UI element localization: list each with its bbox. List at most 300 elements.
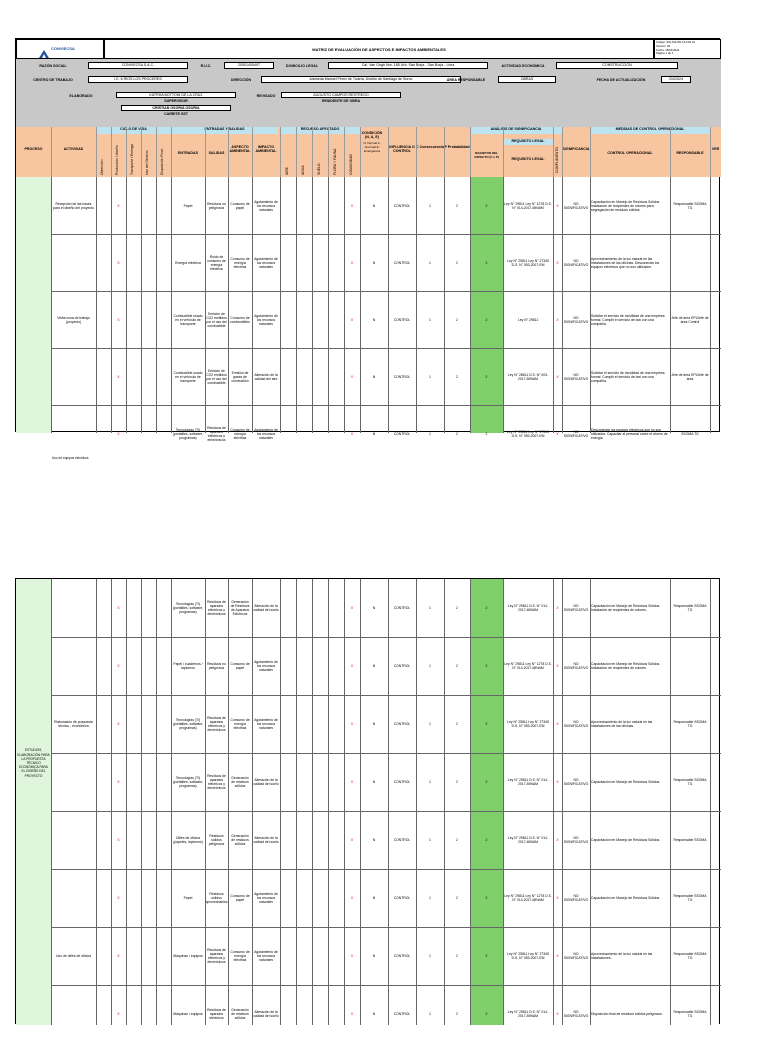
- row-divider: [51, 637, 721, 638]
- fecha-actualizacion-label: FECHA DE ACTUALIZACIÓN: [596, 78, 646, 82]
- condicion-cell: N: [372, 431, 376, 436]
- impacto-cell: Agotamiento de los recursos naturales: [254, 199, 278, 212]
- cumplimiento-mark: X: [556, 606, 559, 610]
- ciclo-mark: X: [117, 260, 120, 265]
- aspecto-cell: Consumo de combustibles: [230, 315, 250, 324]
- probabilidad-cell: 2: [456, 374, 458, 379]
- header-column-divider: [444, 127, 445, 177]
- column-divider: [590, 177, 591, 433]
- row-divider: [51, 869, 721, 870]
- document-code-box: [654, 39, 721, 59]
- magnitud-cell: 2: [485, 896, 488, 900]
- column-divider: [156, 177, 157, 433]
- col-consecuencia-header: C Consecuencia: [416, 145, 444, 149]
- recurso-mark: X: [350, 954, 354, 958]
- header-column-divider: [328, 127, 329, 177]
- significancia-cell: NO SIGNIFICATIVO: [563, 662, 589, 670]
- ciclo-mark: X: [117, 780, 120, 784]
- column-divider: [111, 177, 112, 433]
- column-divider: [470, 579, 471, 1025]
- consecuencia-cell: 1: [429, 780, 431, 784]
- ciclo-mark: X: [117, 374, 120, 379]
- entrada-cell: Papel: [183, 896, 193, 900]
- header-column-divider: [344, 127, 345, 177]
- analisis-significancia-header: ANÁLISIS DE SIGNIFICANCIA: [470, 127, 562, 134]
- probabilidad-cell: 2: [456, 838, 458, 842]
- ciclo-mark: X: [117, 954, 120, 958]
- requisito-legal-header: REQUISITO LEGAL: [503, 139, 553, 145]
- medidas-control-header: MEDIDAS DE CONTROL OPERACIONAL: [590, 127, 710, 134]
- probabilidad-cell: 2: [456, 606, 458, 610]
- aspecto-cell: Emisión de gases de combustión: [231, 370, 249, 383]
- impacto-cell: Alteración de la calidad del suelo: [253, 778, 279, 786]
- control-operacional-cell: Capacitación en Manejo de Residuos Sólidos.: [591, 896, 661, 900]
- influencia-cell: CONTROL: [393, 780, 411, 784]
- influencia-cell: CONTROL: [393, 838, 411, 842]
- cumplimiento-mark: X: [556, 203, 559, 208]
- column-divider: [171, 177, 172, 433]
- condicion-cell: N: [372, 664, 376, 668]
- aspecto-cell: Generación de Residuos de Aparatos Eléctricos: [230, 600, 250, 616]
- probabilidad-cell: 2: [456, 780, 458, 784]
- requisito-legal-cell: Ley N° 29811: [517, 317, 539, 322]
- responsable-cell: Responsable SSOMA TG: [673, 952, 707, 960]
- row-divider: [51, 291, 721, 292]
- aspecto-cell: Consumo de energía eléctrica: [230, 256, 250, 269]
- column-divider: [388, 579, 389, 1025]
- magnitud-cell: 2: [485, 780, 488, 784]
- consecuencia-cell: 1: [429, 664, 431, 668]
- row-divider: [51, 811, 721, 812]
- significancia-cell: NO SIGNIFICATIVO: [563, 429, 589, 438]
- control-operacional-cell: Capacitación en Manejo de Residuos Sólidos. Instalación de recipientes de colores.: [591, 662, 661, 670]
- column-divider: [51, 177, 52, 433]
- column-divider: [96, 579, 97, 1025]
- significancia-cell: NO SIGNIFICATIVO: [563, 952, 589, 960]
- column-divider: [205, 579, 206, 1025]
- salida-cell: Residuos de aparatos eléctricos y electrónicos: [207, 716, 226, 732]
- entrada-cell: Máquinas / equipos: [173, 954, 203, 958]
- elaborado-label: ELABORADO: [69, 94, 93, 98]
- header-column-divider: [312, 127, 313, 177]
- proceso-label: ESTUDIOS, ELABORACIÓN PARA LA PROPUESTA TÉCNICO ECONÓMICA PARA EL DISEÑO DEL PROYECTO: [17, 748, 50, 778]
- requisito-legal-cell: Ley N° 29811 Ley N° 27345 D.S. N° 053-2007-EM: [507, 952, 549, 960]
- column-divider: [710, 579, 711, 1025]
- razon-social-value: CONVIECSA S.A.C.: [88, 62, 188, 69]
- responsable-cell: Jefe de área EPI/Jefe de área Control: [671, 315, 709, 324]
- header-column-divider: [171, 127, 172, 177]
- requisito-legal-cell: Ley N° 29811 Ley N° 1278 D.S. N° 014-2017-MINAM: [504, 894, 552, 902]
- cumplimiento-mark: X: [556, 780, 559, 784]
- magnitud-cell: 2: [485, 838, 488, 842]
- requisito-legal-cell: Ley N° 29811 Ley N° 27345 D.S. N° 053-2007-EM: [507, 720, 549, 728]
- column-divider: [141, 579, 142, 1025]
- header-column-divider: [590, 127, 591, 177]
- actividad-value: CONSTRUCCIÓN: [556, 62, 678, 69]
- actividad-cell: Uso de útiles de oficina: [55, 954, 92, 958]
- area-responsable-value: OBRAS: [498, 76, 556, 83]
- magnitud-cell: 2: [485, 203, 488, 208]
- consecuencia-cell: 1: [429, 1012, 431, 1016]
- area-responsable-label: ÁREA RESPONSABLE: [446, 78, 486, 82]
- col-proceso-header: PROCESO: [24, 147, 43, 151]
- column-divider: [111, 579, 112, 1025]
- impacto-cell: Agotamiento de los recursos naturales: [254, 256, 278, 269]
- probabilidad-cell: 2: [456, 1012, 458, 1016]
- probabilidad-cell: 2: [456, 431, 458, 436]
- row-divider: [51, 695, 721, 696]
- condicion-cell: N: [372, 317, 376, 322]
- significancia-cell: NO SIGNIFICATIVO: [563, 836, 589, 844]
- centro-trabajo-value: I.E. 6 RÍOS LOS PROCERES: [88, 76, 188, 83]
- consecuencia-cell: 1: [429, 260, 431, 265]
- company-logo-icon: [39, 45, 49, 53]
- recurso-mark: X: [350, 260, 354, 265]
- control-operacional-cell: Capacitación en Manejo de Residuos Sólidos. Instalación de recipientes de colores para segregación de residuos sólidos.: [591, 199, 661, 212]
- revisado-label: REVISADO: [256, 94, 276, 98]
- header-column-divider: [416, 127, 417, 177]
- influencia-cell: CONTROL: [393, 664, 411, 668]
- ruc-label: R.U.C.: [200, 64, 212, 68]
- recurso-mark: X: [350, 838, 354, 842]
- salida-cell: Residuos sólidos peligrosos: [208, 834, 225, 846]
- responsable-cell: SSOMA TG: [681, 431, 699, 436]
- responsable-cell: [671, 234, 709, 291]
- influencia-cell: CONTROL: [393, 896, 411, 900]
- header-column-divider: [296, 127, 297, 177]
- condicion-cell: N: [372, 722, 376, 726]
- significancia-cell: NO SIGNIFICATIVO: [563, 258, 589, 267]
- matrix-sheet-page-2: [15, 578, 720, 1024]
- aspecto-cell: Consumo de papel: [230, 201, 250, 210]
- row-divider: [51, 234, 721, 235]
- row-divider: [51, 753, 721, 754]
- cumplimiento-subheader: CUMPLIMIENTO: [555, 147, 559, 173]
- condicion-cell: N: [372, 954, 376, 958]
- aspecto-cell: Consumo de energía eléctrica: [230, 718, 250, 730]
- condicion-cell: N: [372, 606, 376, 610]
- entrada-cell: Tecnologías (TI) (portátiles, software, programas): [172, 776, 204, 788]
- magnitud-cell: 2: [485, 260, 488, 265]
- impacto-cell: Alteración de la calidad del aire: [254, 372, 278, 381]
- header-column-divider: [710, 127, 711, 177]
- razon-social-label: RAZÓN SOCIAL: [39, 64, 67, 68]
- col-entradas-header: ENTRADAS: [178, 151, 198, 155]
- ciclo-subheader: Transporte / Entrega: [130, 144, 134, 175]
- control-operacional-cell: Aprovechamiento de la luz natural en las instalaciones de las oficinas. Desconectar los equipos eléctricos que no son utilizados.: [591, 256, 660, 269]
- column-divider: [470, 177, 471, 433]
- header-column-divider: [553, 127, 554, 177]
- column-divider: [171, 579, 172, 1025]
- control-operacional-cell: Capacitación en Manejo de Residuos Sólidos. Instalación de recipientes de colores.: [591, 604, 661, 612]
- aspecto-cell: Consumo de papel: [230, 894, 250, 902]
- col-impacto-header: IMPACTO AMBIENTAL: [255, 145, 277, 154]
- probabilidad-cell: 2: [456, 664, 458, 668]
- col-probabilidad-header: P Probabilidad: [444, 145, 470, 149]
- column-divider: [444, 177, 445, 433]
- condicion-cell: N: [372, 203, 376, 208]
- column-divider: [344, 579, 345, 1025]
- direccion-value: Alameda Manuel Perez de Tudela, Distrito de Santiago de Surco: [261, 76, 461, 83]
- col-ver-header: VER: [711, 147, 720, 151]
- magnitud-cell: 2: [485, 664, 488, 668]
- significancia-cell: NO SIGNIFICATIVO: [563, 720, 589, 728]
- recurso-mark: X: [350, 1012, 354, 1016]
- col-actividad-header: ACTIVIDAD: [63, 147, 84, 151]
- significancia-cell: NO SIGNIFICATIVO: [563, 1010, 589, 1018]
- recurso-mark: X: [350, 664, 354, 668]
- actividad-cell: Elaboración de propuesta técnico - económica: [54, 720, 93, 728]
- header-column-divider: [670, 127, 671, 177]
- row-divider: [51, 348, 721, 349]
- cumplimiento-mark: X: [556, 954, 559, 958]
- impacto-cell: Agotamiento de los recursos naturales: [254, 660, 278, 672]
- fecha-actualizacion-value: 2/4/2024: [661, 76, 691, 83]
- responsable-cell: Responsable SSOMA: [673, 838, 707, 842]
- col-influencia-header: INFLUENCIA O CONTROL: [389, 145, 415, 154]
- column-divider: [710, 177, 711, 433]
- influencia-cell: CONTROL: [393, 722, 411, 726]
- consecuencia-cell: 1: [429, 606, 431, 610]
- domicilio-value: Cal. Van Gogh Nro. 185 Urb. San Borja - San Borja - Lima: [328, 62, 488, 69]
- aspecto-cell: Generación de residuos sólidos: [231, 776, 249, 788]
- document-code-line-4: Página 1 de 1: [656, 51, 674, 56]
- recurso-subheader: AGUA: [301, 165, 305, 175]
- influencia-cell: CONTROL: [393, 954, 411, 958]
- influencia-cell: CONTROL: [393, 317, 411, 322]
- salida-cell: Residuos de aparatos eléctricos y electrónicos: [207, 425, 226, 442]
- condicion-cell: N: [372, 374, 376, 379]
- col-salidas-header: SALIDAS: [208, 151, 225, 155]
- ciclo-mark: X: [117, 203, 120, 208]
- condicion-cell: N: [372, 260, 376, 265]
- significancia-cell: NO SIGNIFICATIVO: [563, 201, 589, 210]
- magnitud-cell: 2: [485, 374, 488, 379]
- row-divider: [51, 927, 721, 928]
- column-divider: [670, 177, 671, 433]
- entrada-cell: Combustible usado en el vehículo de transporte: [173, 313, 203, 326]
- influencia-cell: CONTROL: [393, 374, 411, 379]
- aspecto-cell: Consumo de energía eléctrica: [230, 427, 250, 440]
- col-significancia-header: SIGNIFICANCIA: [562, 147, 590, 151]
- entrada-cell: Tecnologías (TI) (portátiles, software, programas): [172, 718, 204, 730]
- requisito-legal-cell: Ley N° 29811 Ley N° 27345 D.S. N° 053-2007-EM: [507, 429, 549, 438]
- entrada-cell: Máquinas / equipos: [173, 1012, 203, 1016]
- revisado-value: AUGUSTO CAMPOS RESTREGO: [281, 92, 401, 98]
- consecuencia-cell: 1: [429, 374, 431, 379]
- column-divider: [228, 177, 229, 433]
- condicion-cell: N: [372, 838, 376, 842]
- column-divider: [328, 579, 329, 1025]
- impacto-cell: Agotamiento de los recursos naturales: [254, 950, 278, 962]
- header-column-divider: [228, 127, 229, 177]
- entrada-cell: Útiles de oficina (papeles, lapiceros): [173, 836, 203, 844]
- significancia-cell: NO SIGNIFICATIVO: [563, 894, 589, 902]
- recurso-subheader: COMUNIDAD: [349, 154, 353, 175]
- column-divider: [126, 177, 127, 433]
- aprobado-value: CRISTIAN OSORIA OSORIA: [121, 105, 231, 111]
- salida-cell: Residuos de aparatos eléctricos y electrónicos: [207, 948, 226, 964]
- header-column-divider: [126, 127, 127, 177]
- recurso-subheader: AIRE: [285, 167, 289, 175]
- column-divider: [228, 579, 229, 1025]
- ciclo-subheader: Uso del Servicio: [145, 150, 149, 175]
- col-magnitud-header: MAGNITUD DEL ASPECTO (C x P): [474, 151, 499, 160]
- column-divider: [328, 177, 329, 433]
- aspecto-cell: Generación de residuos sólidos: [231, 834, 249, 846]
- entradas-salidas-header: ENTRADAS Y SALIDAS: [171, 127, 278, 134]
- control-operacional-cell: Solicitar el servicio de movilidad de una empresa formal. Cumplir el servicio de taxi con una compañía.: [591, 313, 665, 326]
- row-divider: [51, 405, 721, 406]
- proceso-cell: [16, 579, 51, 1025]
- aspecto-cell: Consumo de energía eléctrica: [230, 950, 250, 962]
- recurso-mark: X: [350, 722, 354, 726]
- cumplimiento-mark: X: [556, 374, 559, 379]
- entrada-cell: Energía eléctrica: [175, 260, 201, 265]
- control-operacional-cell: Disposición final de residuos sólidos peligrosos.: [591, 1012, 663, 1016]
- consecuencia-cell: 1: [429, 431, 431, 436]
- aspecto-cell: Consumo de papel: [230, 662, 250, 670]
- control-operacional-cell: Aprovechamiento de la luz natural en las instalaciones de las oficinas.: [591, 720, 653, 728]
- salida-cell: Residuos de aparatos eléctricos: [207, 1008, 226, 1020]
- influencia-cell: CONTROL: [393, 431, 411, 436]
- ciclo-subheader: Disposición Final: [160, 149, 164, 175]
- significancia-cell: NO SIGNIFICATIVO: [563, 315, 589, 324]
- responsable-cell: Responsable SSOMA TG: [673, 1010, 707, 1018]
- aprobado-role: CARRITE SST: [164, 112, 188, 116]
- magnitud-cell: 2: [485, 722, 488, 726]
- header-column-divider: [470, 127, 471, 177]
- row-divider: [51, 985, 721, 986]
- ciclo-mark: X: [117, 431, 120, 436]
- ruc-value: 20501405497: [224, 62, 274, 69]
- header-column-divider: [205, 127, 206, 177]
- salida-cell: Residuos sólidos aprovechables: [205, 892, 228, 904]
- column-divider: [670, 579, 671, 1025]
- ciclo-mark: X: [117, 838, 120, 842]
- recurso-mark: X: [350, 780, 354, 784]
- requisito-legal-cell: Ley N° 29811 D.S. N° 014-2017-MINAM: [507, 778, 549, 786]
- influencia-cell: CONTROL: [393, 203, 411, 208]
- condicion-cell: N: [372, 780, 376, 784]
- entrada-cell: Combustible usado en el vehículo de transporte: [173, 370, 203, 383]
- column-divider: [280, 177, 281, 433]
- condicion-cell: N: [372, 896, 376, 900]
- col-control-operacional-header: CONTROL OPERACIONAL: [607, 151, 653, 155]
- significancia-cell: NO SIGNIFICATIVO: [563, 778, 589, 786]
- ciclo-vida-header: CICLO DE VIDA: [96, 127, 171, 134]
- column-divider: [388, 177, 389, 433]
- column-divider: [590, 579, 591, 1025]
- impacto-cell: Agotamiento de los recursos naturales: [254, 718, 278, 730]
- col-aspecto-header: ASPECTO AMBIENTAL: [229, 145, 251, 154]
- column-divider: [205, 177, 206, 433]
- revisado-role: RESIDENTE DE OBRA: [321, 99, 361, 103]
- header-column-divider: [141, 127, 142, 177]
- consecuencia-cell: 1: [429, 203, 431, 208]
- cumplimiento-mark: X: [556, 260, 559, 265]
- recurso-mark: X: [350, 431, 354, 436]
- elaborado-value: KATRHA BOTTONI DE LA CRUZ: [116, 92, 236, 98]
- ciclo-mark: X: [117, 1012, 120, 1016]
- actividad-label: ACTIVIDAD ECONÓMICA: [501, 64, 545, 68]
- header-column-divider: [111, 127, 112, 177]
- column-divider: [141, 177, 142, 433]
- table-header: [16, 127, 721, 177]
- header-column-divider: [388, 127, 389, 177]
- magnitud-cell: 2: [485, 317, 488, 322]
- responsable-cell: Responsable SSOMA TG: [673, 894, 707, 902]
- cumplimiento-mark: X: [556, 838, 559, 842]
- requisito-legal-cell: Ley N° 29811 D.S. N° 014-2017-MINAM: [507, 836, 549, 844]
- probabilidad-cell: 2: [456, 896, 458, 900]
- control-operacional-cell: Capacitación en Manejo de Residuos Sólidos.: [591, 780, 661, 784]
- column-divider: [444, 579, 445, 1025]
- responsable-cell: [671, 637, 709, 695]
- probabilidad-cell: 2: [456, 317, 458, 322]
- requisito-legal-cell: Ley N° 29811 Ley N° 1278 D.S. N° 014-2017-MINAM: [504, 662, 552, 670]
- proceso-cell: [16, 177, 51, 433]
- ciclo-subheader: Producción / diseño: [115, 145, 119, 175]
- header-column-divider: [562, 127, 563, 177]
- column-divider: [280, 579, 281, 1025]
- header-column-divider: [156, 127, 157, 177]
- column-divider: [252, 177, 253, 433]
- document-code-line-3: Fecha: 18/01/2024: [656, 47, 680, 52]
- consecuencia-cell: 1: [429, 838, 431, 842]
- impacto-cell: Alteración de la calidad del suelo: [253, 1010, 279, 1018]
- salida-cell: Emisión de CO2 emitidos por el uso del combustible: [206, 368, 227, 385]
- significancia-cell: NO SIGNIFICATIVO: [563, 604, 589, 612]
- column-divider: [553, 177, 554, 433]
- centro-trabajo-label: CENTRO DE TRABAJO: [33, 78, 73, 82]
- actividad-cell: Recepción de las bases para el diseño del proyecto: [53, 201, 94, 210]
- probabilidad-cell: 2: [456, 260, 458, 265]
- salida-cell: Residuos no peligrosos: [207, 201, 226, 210]
- col-condicion-detail: N: Normal A: Anormal E: Emergencia: [363, 141, 381, 154]
- ciclo-mark: X: [117, 664, 120, 668]
- column-divider: [156, 579, 157, 1025]
- column-divider: [51, 579, 52, 1025]
- control-operacional-cell: Desconectar los equipos eléctricos que no son utilizados. Capacitar al personal sobre el ahorro de energía.: [591, 427, 668, 440]
- salida-cell: Ruido de consumo de energía eléctrica: [207, 254, 226, 271]
- impacto-cell: Alteración de la calidad del suelo: [253, 836, 279, 844]
- salida-cell: Residuos de aparatos eléctricos y electrónicos: [207, 600, 226, 616]
- cumplimiento-mark: X: [556, 896, 559, 900]
- cumplimiento-mark: X: [556, 722, 559, 726]
- magnitud-cell: 2: [485, 1012, 488, 1016]
- entrada-cell: Tecnologías (TI) (portátiles, software, programas): [172, 427, 204, 440]
- logo-box: [16, 39, 104, 59]
- influencia-cell: CONTROL: [393, 1012, 411, 1016]
- cumplimiento-mark: X: [556, 317, 559, 322]
- header-column-divider: [360, 127, 361, 177]
- requisito-legal-cell: Ley N° 29811 Ley N° 27345 D.S. N° 053-2007-EM: [507, 258, 549, 267]
- column-divider: [252, 579, 253, 1025]
- column-divider: [344, 177, 345, 433]
- actividad-footer-label: Uso de equipos eléctricos: [52, 456, 89, 460]
- company-info-band: [16, 59, 721, 127]
- domicilio-label: DOMICILIO LEGAL: [285, 64, 319, 68]
- control-operacional-cell: Solicitar el servicio de movilidad de una empresa formal. Cumplir el servicio de taxi con una compañía.: [591, 370, 665, 383]
- column-divider: [416, 579, 417, 1025]
- column-divider: [562, 177, 563, 433]
- column-divider: [503, 579, 504, 1025]
- salida-cell: Residuos no peligrosos: [207, 662, 226, 670]
- matrix-sheet-page-1: [15, 38, 720, 460]
- recurso-mark: X: [350, 606, 354, 610]
- ciclo-mark: X: [117, 722, 120, 726]
